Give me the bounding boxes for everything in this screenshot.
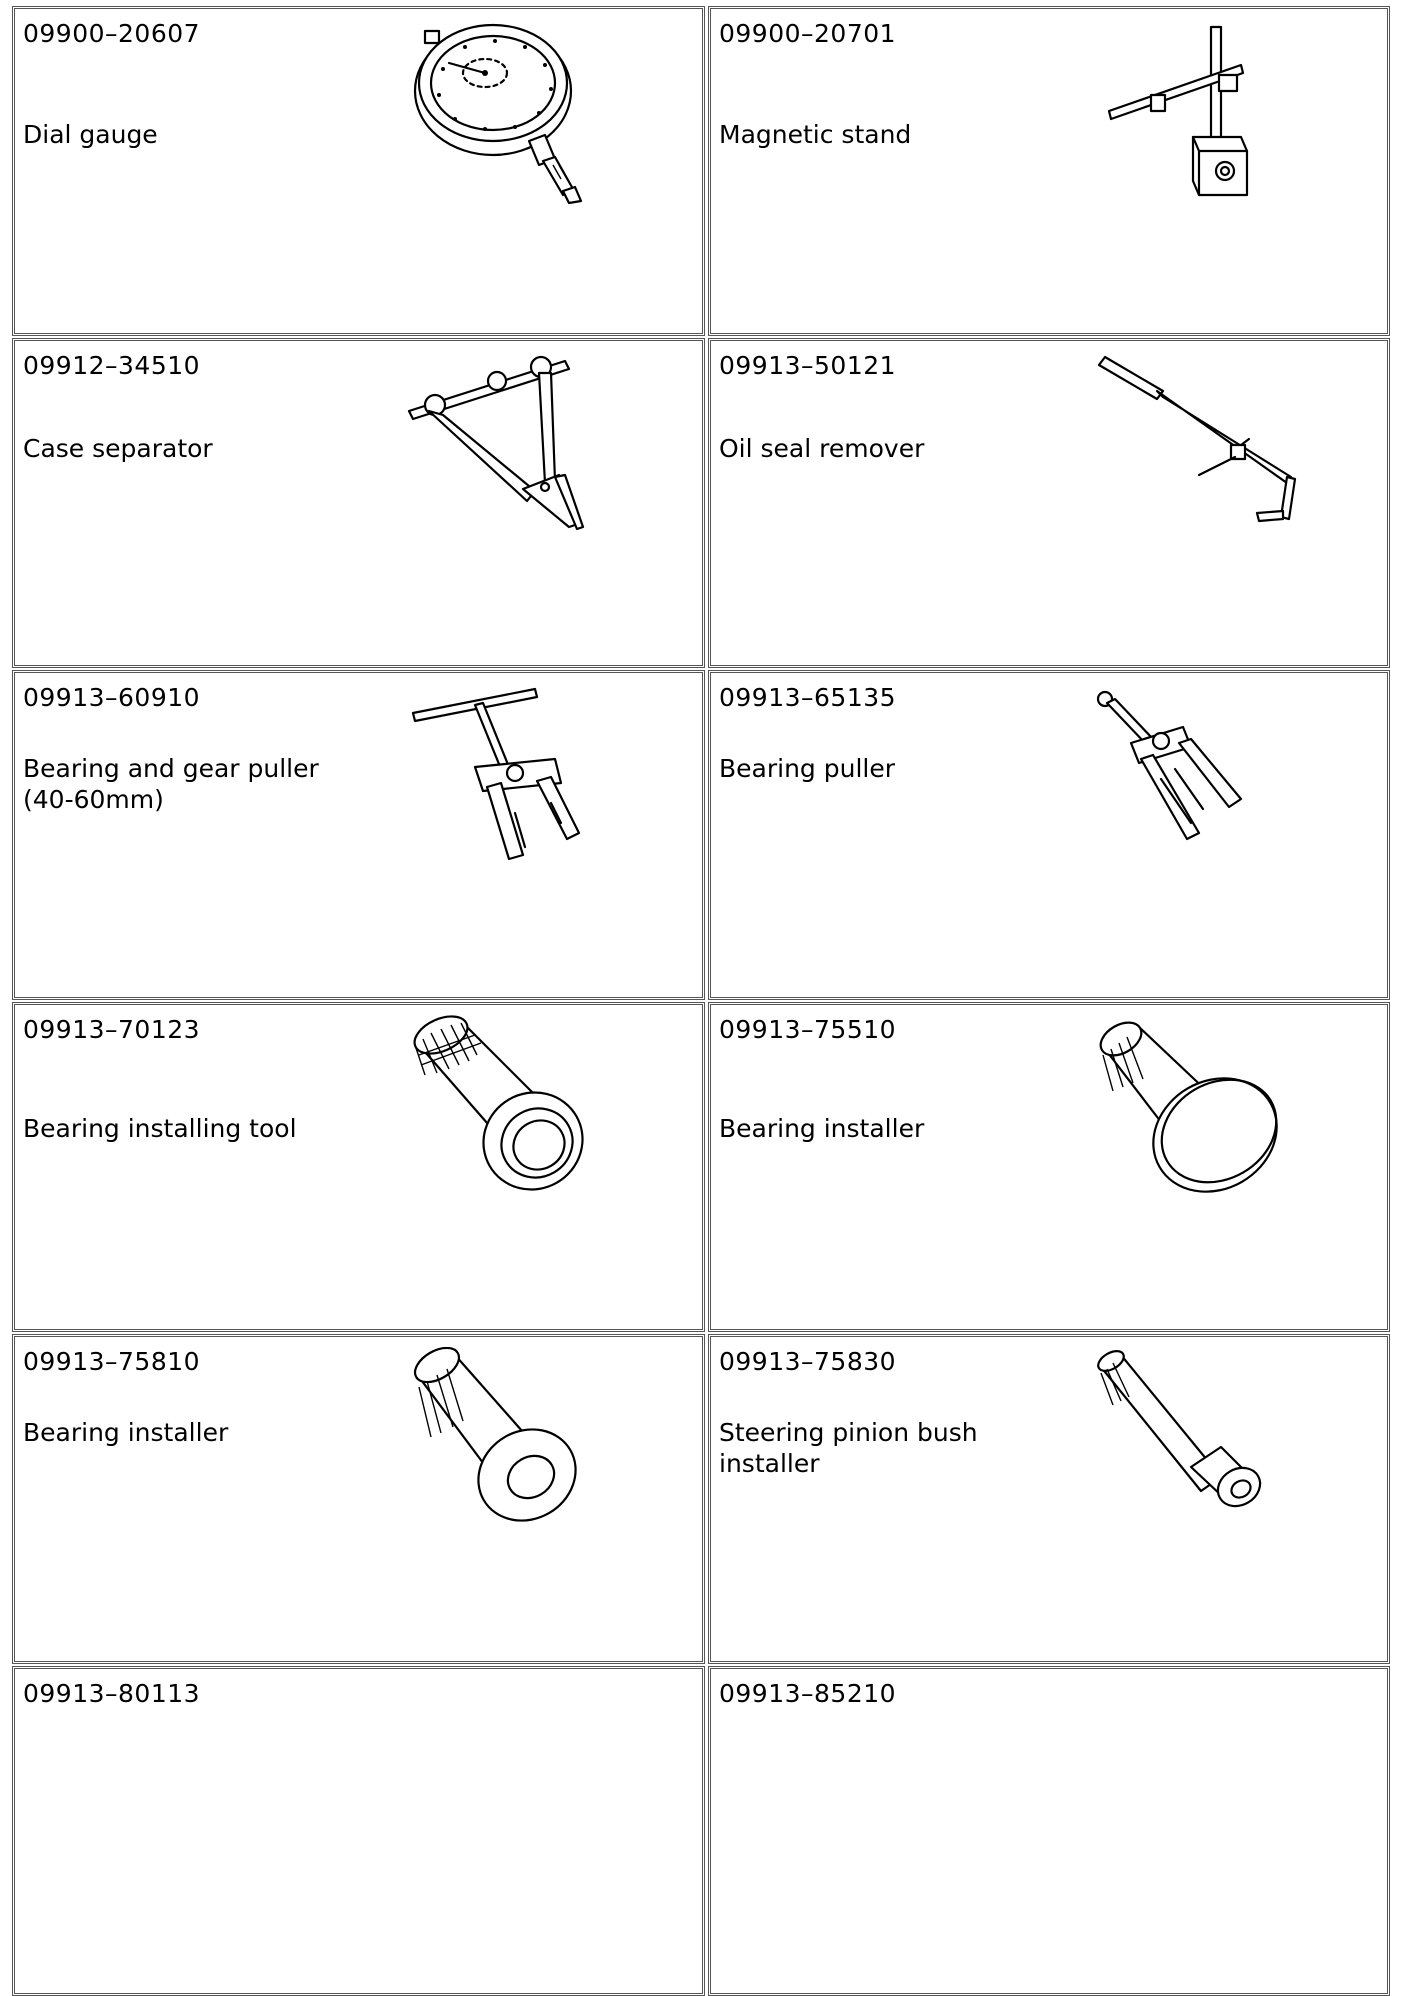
tool-name: Bearing installer	[719, 1114, 925, 1143]
tool-cell	[708, 1334, 1390, 1664]
tool-code: 09913–75830	[719, 1347, 897, 1376]
tool-name: Magnetic stand	[719, 120, 912, 149]
tool-name: Bearing and gear puller (40-60mm)	[23, 754, 319, 814]
tool-cell	[12, 6, 705, 336]
tool-code: 09900–20607	[23, 19, 201, 48]
tool-cell	[708, 6, 1390, 336]
tool-cell	[708, 670, 1390, 1000]
tool-cell	[12, 670, 705, 1000]
tool-code: 09913–65135	[719, 683, 897, 712]
oil-seal-remover-icon	[1091, 351, 1321, 571]
tool-cell	[12, 1334, 705, 1664]
tool-cell	[708, 1666, 1390, 1996]
tool-name: Steering pinion bush installer	[719, 1418, 978, 1478]
tool-code: 09913–60910	[23, 683, 201, 712]
bearing-installer-icon	[405, 1347, 635, 1567]
tool-cell	[12, 338, 705, 668]
tool-code: 09913–70123	[23, 1015, 201, 1044]
tool-code: 09913–85210	[719, 1679, 897, 1708]
tool-code: 09912–34510	[23, 351, 201, 380]
tool-cell	[708, 338, 1390, 668]
bearing-puller-icon	[1091, 683, 1321, 903]
tool-name: Bearing puller	[719, 754, 896, 783]
tool-code: 09913–75810	[23, 1347, 201, 1376]
tool-code: 09913–75510	[719, 1015, 897, 1044]
steering-pinion-bush-installer-icon	[1091, 1347, 1321, 1567]
tool-name: Oil seal remover	[719, 434, 925, 463]
bearing-installing-tool-icon	[405, 1015, 635, 1235]
tool-cell	[708, 1002, 1390, 1332]
tool-code: 09913–80113	[23, 1679, 201, 1708]
tool-name: Dial gauge	[23, 120, 158, 149]
tool-code: 09900–20701	[719, 19, 897, 48]
tool-cell	[12, 1666, 705, 1996]
tool-code: 09913–50121	[719, 351, 897, 380]
bearing-installer-disc-icon	[1091, 1015, 1321, 1235]
special-tools-table	[12, 6, 1392, 1856]
dial-gauge-icon	[405, 19, 635, 239]
tool-name: Bearing installer	[23, 1418, 229, 1447]
magnetic-stand-icon	[1091, 19, 1321, 239]
tool-name: Bearing installing tool	[23, 1114, 297, 1143]
case-separator-icon	[405, 351, 635, 571]
tool-cell	[12, 1002, 705, 1332]
tool-name: Case separator	[23, 434, 213, 463]
bearing-gear-puller-icon	[405, 683, 635, 903]
